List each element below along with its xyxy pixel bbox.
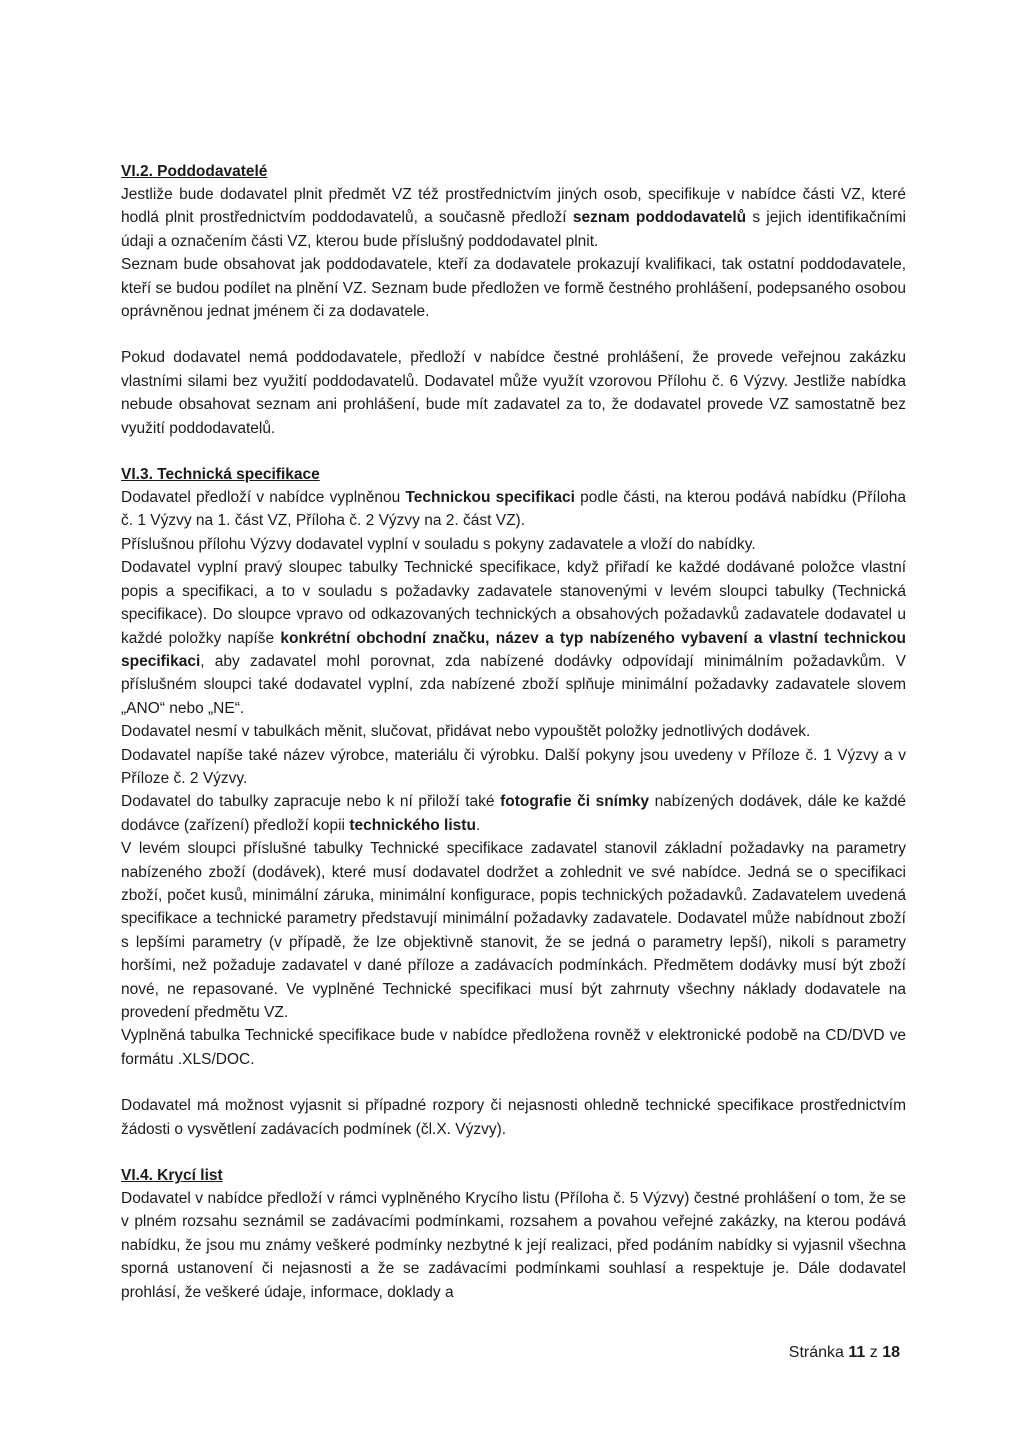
paragraph: Seznam bude obsahovat jak poddodavatele, kteří za dodavatele prokazují kvalifikaci, tak ostatní poddodavatele, kteří se budou podílet na plnění VZ. Seznam bude předložen ve formě čestného prohlášení, podepsaného osobou oprávněnou jednat jménem či za dodavatele. [121, 256, 906, 321]
total-pages: 18 [882, 1344, 900, 1361]
paragraph [121, 486, 906, 533]
paragraph [121, 183, 906, 253]
section-technical-specification [121, 463, 906, 1141]
section-heading: VI.4. Krycí list [121, 1167, 223, 1185]
text-span: , aby zadavatel mohl porovnat, zda nabízené dodávky odpovídají minimálním požadavkům. V příslušném sloupci také dodavatel vyplní, zda nabízené zboží splňuje minimální požadavky zadavatele slovem „ANO“ nebo „NE“. [121, 652, 906, 717]
text-span: podle části, na kterou podává nabídku (Příloha č. 1 Výzvy na 1. část VZ, Příloha č. 2 Výzvy na 2. část VZ). [121, 489, 906, 530]
bold-text: fotografie či snímky [500, 793, 650, 811]
paragraph: Dodavatel nesmí v tabulkách měnit, slučovat, přidávat nebo vypouštět položky jednotlivých dodávek. [121, 723, 811, 741]
section-heading: VI.3. Technická specifikace [121, 466, 320, 484]
text-span: s jejich identifikačními údaji a označením části VZ, kterou bude příslušný poddodavatel plnit. [121, 209, 906, 250]
paragraph [121, 790, 906, 837]
text-span: Dodavatel do tabulky zapracuje nebo k ní přiloží také [121, 793, 501, 811]
paragraph [121, 556, 906, 720]
page-separator: z [869, 1344, 878, 1361]
text-span: nabízených dodávek, dále ke každé dodávce (zařízení) předloží kopii [121, 793, 906, 834]
paragraph: Pokud dodavatel nemá poddodavatele, předloží v nabídce čestné prohlášení, že provede veřejnou zakázku vlastními silami bez využití poddodavatelů. Dodavatel může využít vzorovou Přílohu č. 6 Výzvy. Jestliže nabídka nebude obsahovat seznam ani prohlášení, bude mít zadavatel za to, že dodavatel provede VZ samostatně bez využití poddodavatelů. [121, 349, 906, 437]
current-page: 11 [848, 1344, 866, 1361]
paragraph: Dodavatel napíše také název výrobce, materiálu či výrobku. Další pokyny jsou uvedeny v Příloze č. 1 Výzvy a v Příloze č. 2 Výzvy. [121, 746, 906, 787]
section-cover-sheet [121, 1164, 906, 1304]
bold-text: Technickou specifikaci [405, 489, 575, 507]
page-content [121, 160, 906, 1304]
page-label: Stránka [788, 1344, 844, 1361]
paragraph: V levém sloupci příslušné tabulky Technické specifikace zadavatel stanovil základní požadavky na parametry nabízeného zboží (dodávek), které musí dodavatel dodržet a zohlednit ve své nabídce. Jedná se o specifikaci zboží, počet kusů, minimální záruka, minimální konfigurace, popis technických požadavků. Zadavatelem uvedená specifikace a technické parametry představují minimální požadavky zadavatele. Dodavatel může nabídnout zboží s lepšími parametry (v případě, že lze objektivně stanovit, že se jedná o parametry lepší), nikoli s parametry horšími, než požaduje zadavatel v dané příloze a zadávacích podmínkách. Předmětem dodávky musí být zboží nové, ne repasované. Ve vyplněné Technické specifikaci musí být zahrnuty všechny náklady dodavatele na provedení předmětu VZ. [121, 840, 906, 1021]
text-span: Jestliže bude dodavatel plnit předmět VZ též prostřednictvím jiných osob, specifikuje v nabídce části VZ, které hodlá plnit prostřednictvím poddodavatelů, a současně předloží [121, 186, 906, 227]
bold-text: konkrétní obchodní značku, název a typ nabízeného vybavení a vlastní technickou specifikaci [121, 629, 907, 670]
paragraph: Vyplněná tabulka Technické specifikace bude v nabídce předložena rovněž v elektronické podobě na CD/DVD ve formátu .XLS/DOC. [121, 1027, 906, 1068]
bold-text: seznam poddodavatelů [572, 209, 747, 227]
text-span: Dodavatel předloží v nabídce vyplněnou [121, 489, 406, 507]
paragraph: Příslušnou přílohu Výzvy dodavatel vyplní v souladu s pokyny zadavatele a vloží do nabídky. [121, 535, 756, 553]
paragraph: Dodavatel v nabídce předloží v rámci vyplněného Krycího listu (Příloha č. 5 Výzvy) čestné prohlášení o tom, že se v plném rozsahu seznámil se zadávacími podmínkami, rozsahem a povahou veřejné zakázky, na kterou podává nabídku, že jsou mu známy veškeré podmínky nezbytné k její realizaci, před podáním nabídky si vyjasnil všechna sporná ustanovení či nejasnosti a že se zadávacími podmínkami souhlasí a respektuje je. Dále dodavatel prohlásí, že veškeré údaje, informace, doklady a [121, 1190, 906, 1301]
section-heading: VI.2. Poddodavatelé [121, 163, 268, 180]
section-subcontractors [121, 160, 906, 440]
paragraph: Dodavatel má možnost vyjasnit si případné rozpory či nejasnosti ohledně technické specifikace prostřednictvím žádosti o vysvětlení zadávacích podmínek (čl.X. Výzvy). [121, 1097, 906, 1138]
bold-text: technického listu [349, 816, 476, 834]
text-span: . [475, 816, 481, 834]
text-span: Dodavatel vyplní pravý sloupec tabulky Technické specifikace, když přiřadí ke každé dodávané položce vlastní popis a specifikaci, a to v souladu s požadavky zadavatele stanovenými v levém sloupci tabulky (Technická specifikace). Do sloupce vpravo od odkazovaných technických a obsahových požadavků zadavatele dodavatel u každé položky napíše [121, 559, 906, 647]
page-number [789, 1344, 900, 1362]
